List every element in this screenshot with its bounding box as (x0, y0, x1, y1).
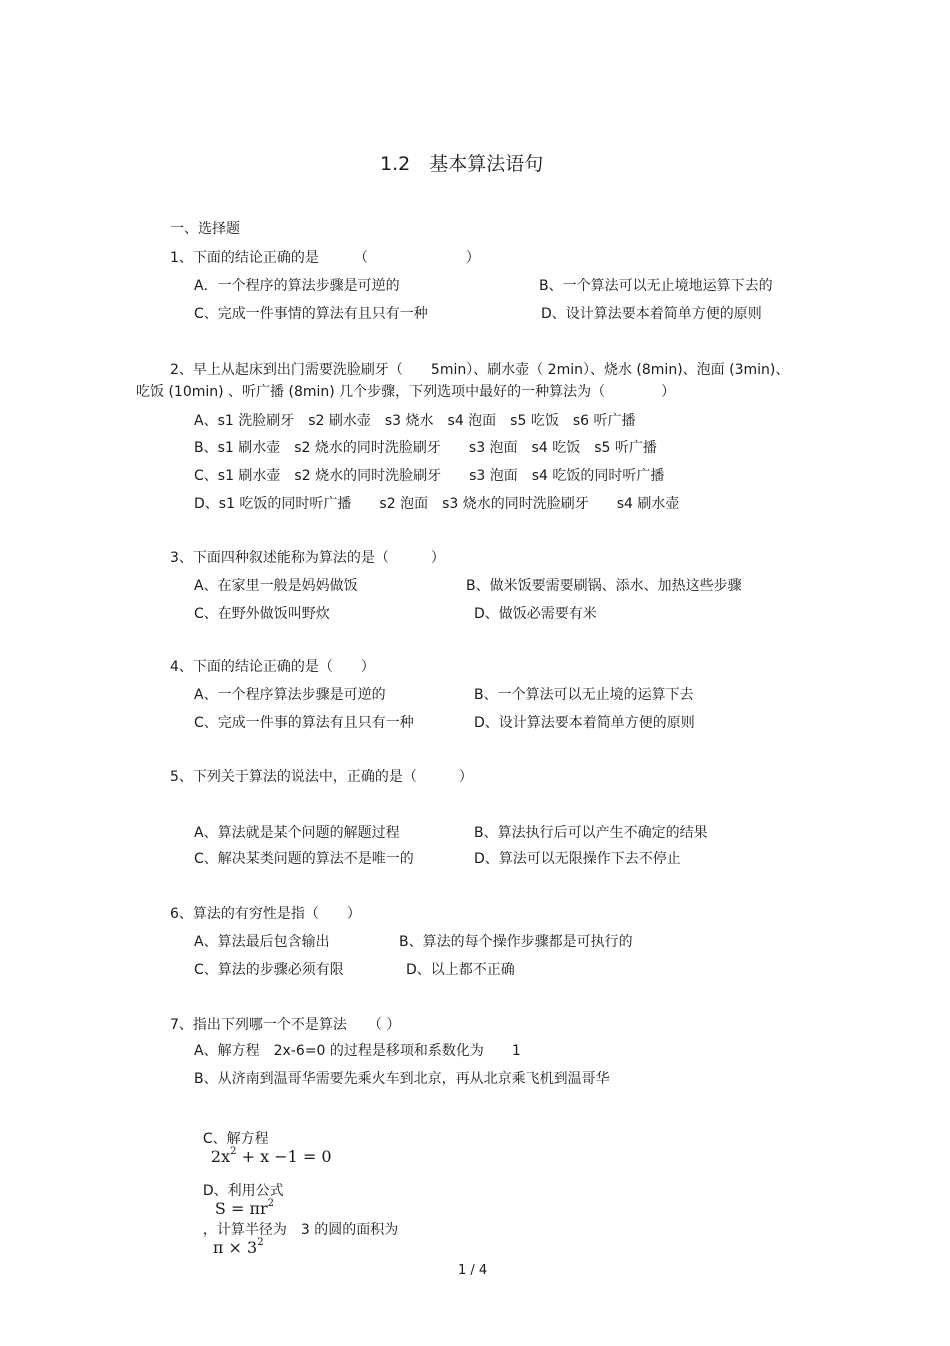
q1-option-a: A．一个程序的算法步骤是可逆的 (194, 278, 400, 294)
q7-option-d (194, 1164, 398, 1260)
q6-option-a: A、算法最后包含输出 (194, 934, 330, 950)
q5-option-c: C、解决某类问题的算法不是唯一的 (194, 851, 414, 867)
section-heading: 一、选择题 (170, 221, 240, 237)
q3-option-a: A、在家里一般是妈妈做饭 (194, 578, 358, 594)
q4-option-b: B、一个算法可以无止境的运算下去 (474, 687, 694, 703)
q4-option-a: A、一个程序算法步骤是可逆的 (194, 687, 386, 703)
q3-option-b: B、做米饭要需要刷锅、添水、加热这些步骤 (466, 578, 742, 594)
q6-option-c: C、算法的步骤必须有限 (194, 962, 344, 978)
formula-exponent: 2 (267, 1198, 274, 1209)
q7-option-c-prefix: C、解方程 (202, 1131, 269, 1147)
q6-stem: 6、算法的有穷性是指（ ） (170, 906, 361, 922)
q3-option-d: D、做饭必需要有米 (474, 606, 597, 622)
q1-option-b: B、一个算法可以无止境地运算下去的 (539, 278, 773, 294)
q4-stem: 4、下面的结论正确的是（ ） (170, 659, 375, 675)
q3-stem: 3、下面四种叙述能称为算法的是（ ） (170, 550, 445, 566)
q7-option-a: A、解方程 2x-6=0 的过程是移项和系数化为 1 (194, 1043, 521, 1059)
q7-option-c (194, 1112, 332, 1169)
q7-option-b: B、从济南到温哥华需要先乘火车到北京，再从北京乘飞机到温哥华 (194, 1071, 610, 1087)
q5-option-a: A、算法就是某个问题的解题过程 (194, 825, 400, 841)
formula-term: S = πr (214, 1199, 268, 1218)
q6-option-d: D、以上都不正确 (406, 962, 515, 978)
q2-option-b: B、s1 刷水壶 s2 烧水的同时洗脸刷牙 s3 泡面 s4 吃饭 s5 听广播 (194, 440, 657, 456)
value-term: π × 3 (212, 1238, 258, 1257)
q2-stem-line1: 2、早上从起床到出门需要洗脸刷牙（ 5min）、刷水壶（ 2min）、烧水 (8min)、泡面 (3min)、 (170, 362, 790, 378)
q7-stem: 7、指出下列哪一个不是算法 （ ） (170, 1017, 401, 1033)
q5-option-d: D、算法可以无限操作下去不停止 (474, 851, 681, 867)
equation-exponent: 2 (230, 1146, 237, 1157)
q2-option-a: A、s1 洗脸刷牙 s2 刷水壶 s3 烧水 s4 泡面 s5 吃饭 s6 听广播 (194, 413, 636, 429)
q5-option-b: B、算法执行后可以产生不确定的结果 (474, 825, 708, 841)
q1-option-c: C、完成一件事情的算法有且只有一种 (194, 306, 428, 322)
q1-stem: 1、下面的结论正确的是 （ ） (170, 250, 480, 266)
page-title: 1.2 基本算法语句 (380, 153, 544, 175)
value-exponent: 2 (257, 1237, 264, 1248)
q3-option-c: C、在野外做饭叫野炊 (194, 606, 330, 622)
area-value (213, 1238, 264, 1257)
q4-option-c: C、完成一件事的算法有且只有一种 (194, 715, 414, 731)
page-number: 1 / 4 (458, 1263, 488, 1278)
q4-option-d: D、设计算法要本着简单方便的原则 (474, 715, 695, 731)
q2-option-c: C、s1 刷水壶 s2 烧水的同时洗脸刷牙 s3 泡面 s4 吃饭的同时听广播 (194, 468, 665, 484)
area-formula (215, 1199, 274, 1218)
q7-option-d-prefix: D、利用公式 (202, 1183, 284, 1199)
q6-option-b: B、算法的每个操作步骤都是可执行的 (399, 934, 633, 950)
q1-option-d: D、设计算法要本着简单方便的原则 (541, 306, 762, 322)
q5-stem: 5、下列关于算法的说法中，正确的是（ ） (170, 769, 473, 785)
q2-option-d: D、s1 吃饭的同时听广播 s2 泡面 s3 烧水的同时洗脸刷牙 s4 刷水壶 (194, 496, 680, 512)
q7-option-d-middle: ，计算半径为 3 的圆的面积为 (202, 1222, 399, 1238)
q2-stem-line2: 吃饭 (10min) 、听广播 (8min) 几个步骤，下列选项中最好的一种算法为（ ） (136, 384, 676, 400)
equation-rest: + x −1 = 0 (236, 1147, 332, 1166)
equation-term: 2x (210, 1147, 231, 1166)
